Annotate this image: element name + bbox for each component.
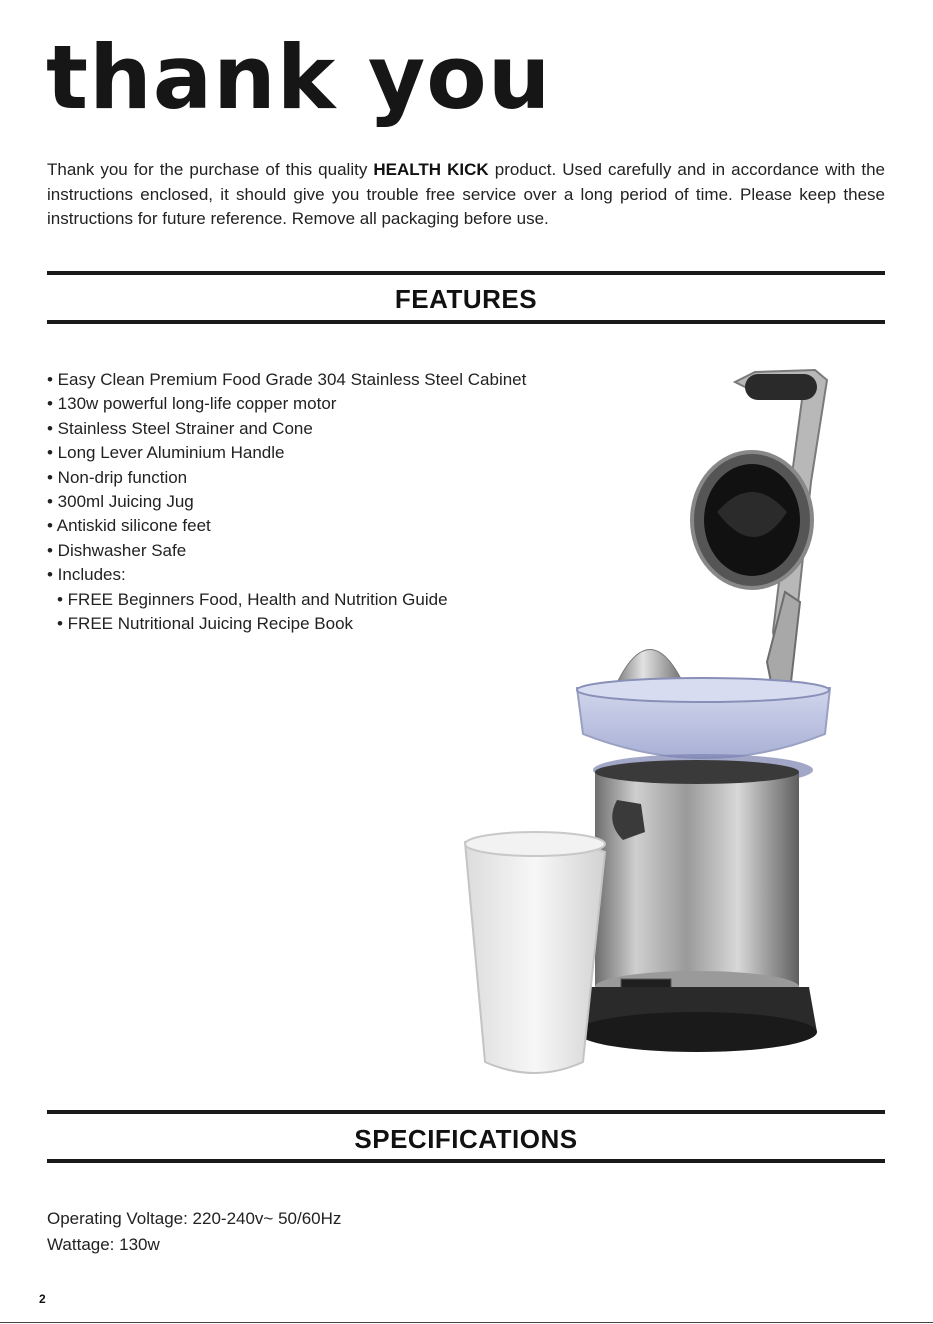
- intro-text-start: Thank you for the purchase of this quality: [47, 160, 374, 179]
- feature-item: • 130w powerful long-life copper motor: [47, 394, 337, 414]
- specifications-heading: SPECIFICATIONS: [354, 1124, 578, 1154]
- feature-item: • Non-drip function: [47, 467, 188, 487]
- base: [577, 987, 817, 1052]
- features-bottom-rule: [47, 320, 885, 324]
- intro-text-end: product. Used carefully and in accordance with the instructions enclosed, it should give you trouble free service over a long period of time. Please keep these instructions for future reference. Remove all packaging before use.: [47, 160, 886, 228]
- lever-grip: [745, 374, 817, 400]
- motor-body: [595, 760, 799, 1003]
- feature-sub-item: • FREE Beginners Food, Health and Nutrition Guide: [57, 589, 448, 609]
- feature-item: • Antiskid silicone feet: [47, 516, 211, 536]
- feature-sub-item: • FREE Nutritional Juicing Recipe Book: [57, 614, 354, 634]
- specifications-top-rule: [47, 1110, 885, 1114]
- feature-item: • 300ml Juicing Jug: [47, 492, 194, 512]
- specifications-bottom-rule: [47, 1159, 885, 1163]
- spec-voltage: Operating Voltage: 220-240v~ 50/60Hz: [47, 1209, 342, 1228]
- press-cap: [692, 452, 812, 588]
- page-title: thank you: [46, 26, 552, 129]
- juicing-jug: [465, 832, 605, 1073]
- spec-wattage: Wattage: 130w: [47, 1235, 160, 1254]
- feature-item: • Includes:: [47, 565, 126, 585]
- feature-item: • Dishwasher Safe: [47, 540, 187, 560]
- juicer-product-image: [455, 362, 845, 1087]
- brand-name: HEALTH KICK: [373, 160, 489, 179]
- intro-paragraph: [47, 158, 885, 232]
- features-top-rule: [47, 271, 885, 275]
- page-bottom-border: [0, 1322, 933, 1323]
- feature-item: • Easy Clean Premium Food Grade 304 Stainless Steel Cabinet: [47, 370, 527, 389]
- feature-item: • Long Lever Aluminium Handle: [47, 443, 285, 463]
- features-heading: FEATURES: [394, 284, 538, 314]
- page-number: 2: [39, 1292, 46, 1306]
- feature-item: • Stainless Steel Strainer and Cone: [47, 418, 313, 438]
- specifications-list: [47, 1206, 341, 1258]
